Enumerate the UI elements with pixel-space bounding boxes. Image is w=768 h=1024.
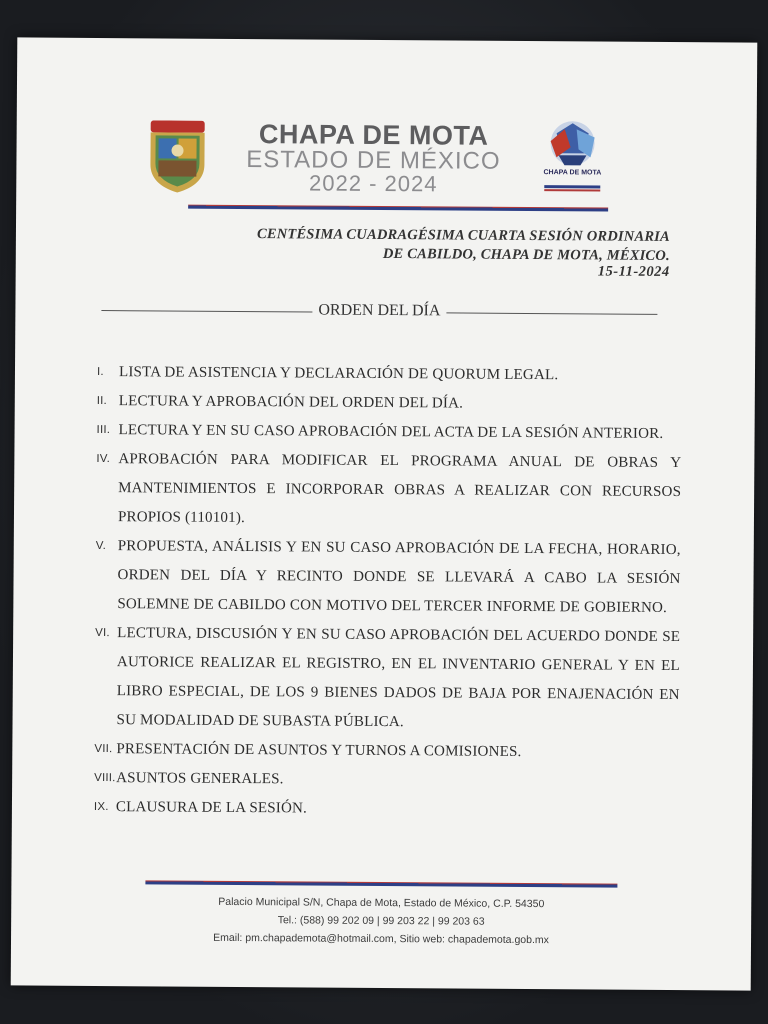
footer-address: Palacio Municipal S/N, Chapa de Mota, Estado de México, C.P. 54350 (218, 895, 545, 911)
session-date: 15-11-2024 (597, 263, 670, 280)
agenda-item-number: VIII. (94, 771, 116, 785)
agenda-list (94, 358, 682, 826)
session-title (150, 224, 670, 266)
session-title-line2: DE CABILDO, CHAPA DE MOTA, MÉXICO. (382, 245, 670, 264)
agenda-item-text: CLAUSURA DE LA SESIÓN. (115, 799, 308, 817)
administration-logo-label: CHAPA DE MOTA (543, 169, 602, 177)
footer-phone: Tel.: (588) 99 202 09 | 99 203 22 | 99 203 63 (277, 914, 485, 928)
agenda-item-text: APROBACIÓN PARA MODIFICAR EL PROGRAMA ANUAL DE OBRAS Y MANTENIMIENTOS E INCORPORAR OBRAS A REALIZAR CON RECURSOS PROPIOS (110101). (117, 451, 682, 527)
footer-contact: Email: pm.chapademota@hotmail.com, Sitio web: chapademota.gob.mx (213, 931, 549, 947)
footer-divider (145, 880, 617, 887)
agenda-item-number: III. (96, 423, 111, 437)
heading-dash-left (101, 310, 312, 312)
agenda-item (95, 532, 681, 623)
municipal-shield-logo (144, 120, 211, 192)
agenda-item-text: LECTURA, DISCUSIÓN Y EN SU CASO APROBACIÓN DEL ACUERDO DONDE SE AUTORICE REALIZAR EL REGISTRO, EN EL INVENTARIO GENERAL Y EN EL LIBRO ESPECIAL, DE LOS 9 BIENES DADOS DE BAJA POR ENAJENACIÓN EN SU MODALIDAD DE SUBASTA PÚBLICA. (116, 625, 681, 731)
agenda-item-text: LECTURA Y EN SU CASO APROBACIÓN DEL ACTA DE LA SESIÓN ANTERIOR. (118, 422, 664, 442)
agenda-item (94, 793, 679, 826)
header-divider (188, 205, 608, 212)
document-page (11, 37, 758, 990)
agenda-item (94, 764, 679, 797)
agenda-item (96, 445, 682, 536)
order-of-day-heading (101, 300, 657, 322)
agenda-item (94, 735, 679, 768)
footer (145, 892, 617, 949)
agenda-item-text: ASUNTOS GENERALES. (116, 770, 284, 788)
agenda-item (97, 387, 682, 420)
agenda-item-number: VI. (95, 626, 110, 640)
agenda-item-number: IX. (93, 800, 109, 814)
brand-years: 2022 - 2024 (309, 170, 438, 197)
agenda-item (97, 358, 682, 391)
agenda-item-text: PRESENTACIÓN DE ASUNTOS Y TURNOS A COMISIONES. (116, 741, 522, 760)
agenda-item-text: PROPUESTA, ANÁLISIS Y EN SU CASO APROBACIÓN DE LA FECHA, HORARIO, ORDEN DEL DÍA Y RECINTO DONDE SE LLEVARÁ A CABO LA SESIÓN SOLEMNE DE CABILDO CON MOTIVO DEL TERCER INFORME DE GOBIERNO. (117, 538, 681, 616)
heading-dash-right (446, 312, 657, 314)
brand-name: CHAPA DE MOTA (258, 119, 489, 151)
session-title-line1: CENTÉSIMA CUADRAGÉSIMA CUARTA SESIÓN ORDINARIA (256, 226, 670, 245)
agenda-item-text: LECTURA Y APROBACIÓN DEL ORDEN DEL DÍA. (118, 393, 464, 412)
agenda-item (94, 619, 680, 739)
agenda-item-number: II. (96, 394, 108, 408)
agenda-item-number: I. (96, 365, 104, 379)
agenda-item-text: LISTA DE ASISTENCIA Y DECLARACIÓN DE QUORUM LEGAL. (118, 364, 559, 384)
brand-block (238, 119, 509, 197)
brand-state: ESTADO DE MÉXICO (246, 146, 501, 175)
administration-logo (536, 119, 609, 196)
agenda-item-number: VII. (94, 742, 113, 756)
agenda-item-number: V. (95, 539, 107, 553)
agenda-item-number: IV. (96, 452, 111, 466)
order-of-day-title: ORDEN DEL DÍA (318, 301, 441, 320)
agenda-item (96, 416, 681, 449)
